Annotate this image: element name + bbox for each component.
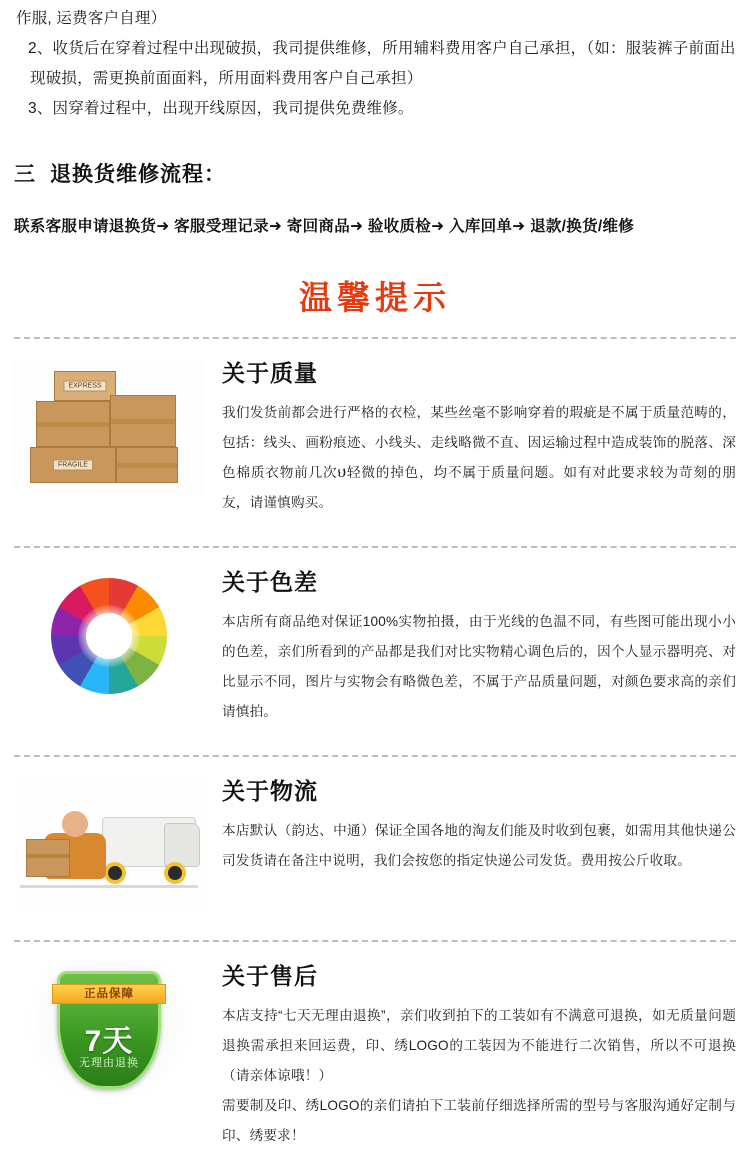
section-heading	[14, 158, 736, 188]
card-title: 关于售后	[222, 963, 318, 989]
shield-badge	[57, 971, 161, 1089]
card-paragraph: 需要制及印、绣LOGO的亲们请拍下工装前仔细选择所需的型号与客服沟通好定制与印、绣要求！	[222, 1098, 736, 1143]
badge-ribbon-label: 正品保障	[52, 984, 166, 1004]
info-body	[222, 353, 736, 518]
warm-tips-title: 温馨提示	[299, 278, 451, 317]
card-title: 关于质量	[222, 360, 318, 386]
info-card-quality	[14, 339, 736, 528]
info-body	[222, 771, 736, 876]
policy-continuation-line: 作服, 运费客户自理）	[16, 10, 167, 27]
logistics-delivery-image	[14, 777, 204, 912]
info-card-after-sales	[14, 942, 736, 1161]
card-paragraph: 我们发货前都会进行严格的衣检，某些丝毫不影响穿着的瑕疵是不属于质量范畴的，包括：线头、画粉痕迹、小线头、走线略微不直、因运输过程中造成装饰的脱落、深色棉质衣物前几次ህ轻微的掉色，均不属于质量问题。如有对此要求较为苛刻的朋友，请谨慎购买。	[222, 405, 736, 510]
info-body	[222, 562, 736, 727]
info-card-color	[14, 548, 736, 737]
guarantee-shield-image	[14, 962, 204, 1097]
cardboard-boxes-image	[14, 359, 204, 494]
section-title: 退换货维修流程：	[50, 163, 226, 186]
card-title: 关于色差	[222, 569, 318, 595]
policy-item: 2、收货后在穿着过程中出现破损，我司提供维修，所用辅料费用客户自己承担，（如：服装裤子前面出现破损，需更换前面面料，所用面料费用客户自己承担）	[28, 40, 736, 87]
card-title: 关于物流	[222, 778, 318, 804]
badge-days-label: 7天	[84, 1024, 134, 1058]
info-card-logistics	[14, 757, 736, 922]
box-label: EXPRESS	[63, 381, 106, 392]
info-body	[222, 956, 736, 1151]
return-flow-steps: 联系客服申请退换货➜ 客服受理记录➜ 寄回商品➜ 验收质检➜ 入库回单➜ 退款/换货/维修	[14, 218, 635, 235]
card-paragraph: 本店默认（韵达、中通）保证全国各地的淘友们能及时收到包裹，如需用其他快递公司发货请在备注中说明，我们会按您的指定快递公司发货。费用按公斤收取。	[222, 823, 736, 868]
section-number: 三	[14, 163, 36, 186]
policy-item: 3、因穿着过程中，出现开线原因，我司提供免费维修。	[28, 100, 414, 117]
badge-sub-label: 无理由退换	[79, 1056, 139, 1069]
color-wheel-image	[14, 568, 204, 703]
box-label: FRAGILE	[53, 460, 93, 471]
color-wheel-graphic	[51, 578, 167, 694]
card-paragraph: 本店所有商品绝对保证100%实物拍摄，由于光线的色温不同，有些图可能出现小小的色差，亲们所看到的产品都是我们对比实物精心调色后的，因个人显示器明亮、对比显示不同，图片与实物会有略微色差，不属于产品质量问题，对颜色要求高的亲们请慎拍。	[222, 614, 736, 719]
policy-text-block	[14, 0, 736, 124]
card-paragraph: 本店支持“七天无理由退换”，亲们收到拍下的工装如有不满意可退换，如无质量问题退换需承担来回运费，印、绣LOGO的工装因为不能进行二次销售，所以不可退换（请亲体谅哦！）	[222, 1008, 736, 1083]
